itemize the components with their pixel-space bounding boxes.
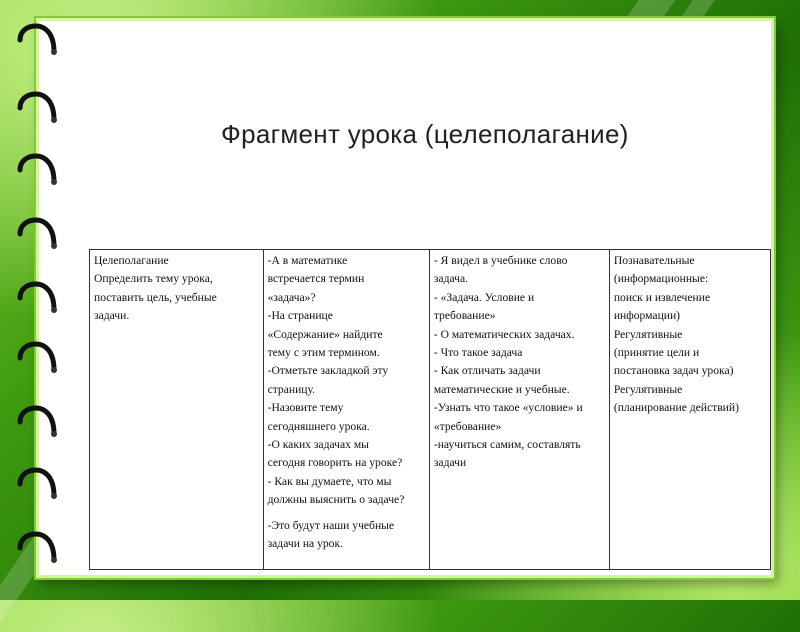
binder-ring-icon <box>14 530 58 566</box>
binder-ring-icon <box>14 340 58 376</box>
cell-line: Целеполагание <box>94 254 169 267</box>
binder-ring-icon <box>14 466 58 502</box>
slide-title: Фрагмент урока (целеполагание) <box>221 119 629 149</box>
cell-line: математические и учебные. <box>433 382 570 396</box>
cell-line: - Как отличать задачи <box>433 364 541 378</box>
cell-line: требование» <box>433 309 496 323</box>
cell-line: Определить тему урока, <box>94 272 213 286</box>
cell-line: -А в математике <box>267 254 348 267</box>
cell-line: (информационные: <box>613 272 709 286</box>
cell-line: сегодняшнего урока. <box>267 419 370 433</box>
binder-ring-icon <box>14 404 58 440</box>
binder-ring-icon <box>14 152 58 188</box>
cell-line: Регулятивные <box>613 382 683 396</box>
table-cell-skills <box>609 250 770 570</box>
cell-line: Познавательные <box>613 254 695 267</box>
cell-line: -Отметьте закладкой эту <box>267 364 389 378</box>
cell-line: задача. <box>433 272 469 286</box>
cell-line: -Узнать что такое «условие» и <box>433 401 583 415</box>
cell-line: - Я видел в учебнике слово <box>433 254 568 267</box>
cell-line: задачи. <box>94 309 130 323</box>
table-cell-stage <box>90 250 264 570</box>
table-cell-students <box>429 250 609 570</box>
cell-line: -На странице <box>267 309 333 323</box>
cell-line: - О математических задачах. <box>433 327 575 341</box>
cell-line: сегодня говорить на уроке? <box>267 456 403 470</box>
cell-line: «задача»? <box>267 290 316 304</box>
cell-line: постановка задач урока) <box>613 364 734 378</box>
notebook-page <box>36 18 774 578</box>
cell-line: - Что такое задача <box>433 346 523 360</box>
line-gap <box>268 510 426 517</box>
binder-ring-icon <box>14 90 58 126</box>
cell-line: страницу. <box>267 382 316 396</box>
cell-line: задачи <box>433 456 467 470</box>
binder-ring-icon <box>14 216 58 252</box>
cell-line: - Как вы думаете, что мы <box>267 474 392 488</box>
cell-line: тему с этим термином. <box>267 346 380 360</box>
cell-line: (планирование действий) <box>613 401 739 415</box>
cell-line: «Содержание» найдите <box>267 327 383 341</box>
cell-line: «требование» <box>433 419 502 433</box>
lesson-table <box>89 249 771 570</box>
binder-ring-icon <box>14 280 58 316</box>
cell-line: - «Задача. Условие и <box>433 290 535 304</box>
cell-line: поиск и извлечение <box>613 290 711 304</box>
cell-line: должны выяснить о задаче? <box>267 493 405 507</box>
table-row <box>90 250 771 570</box>
cell-line: -Это будут наши учебные <box>267 518 395 532</box>
cell-line: поставить цель, учебные <box>94 290 217 304</box>
cell-line: задачи на урок. <box>267 537 343 551</box>
cell-line: -научиться самим, составлять <box>433 438 581 452</box>
cell-line: -О каких задачах мы <box>267 438 369 452</box>
cell-line: информации) <box>613 309 681 323</box>
cell-line: Регулятивные <box>613 327 683 341</box>
binder-ring-icon <box>14 22 58 58</box>
cell-line: (принятие цели и <box>613 346 700 360</box>
table-cell-teacher <box>263 250 429 570</box>
cell-line: встречается термин <box>267 272 365 286</box>
cell-line: -Назовите тему <box>267 401 344 415</box>
